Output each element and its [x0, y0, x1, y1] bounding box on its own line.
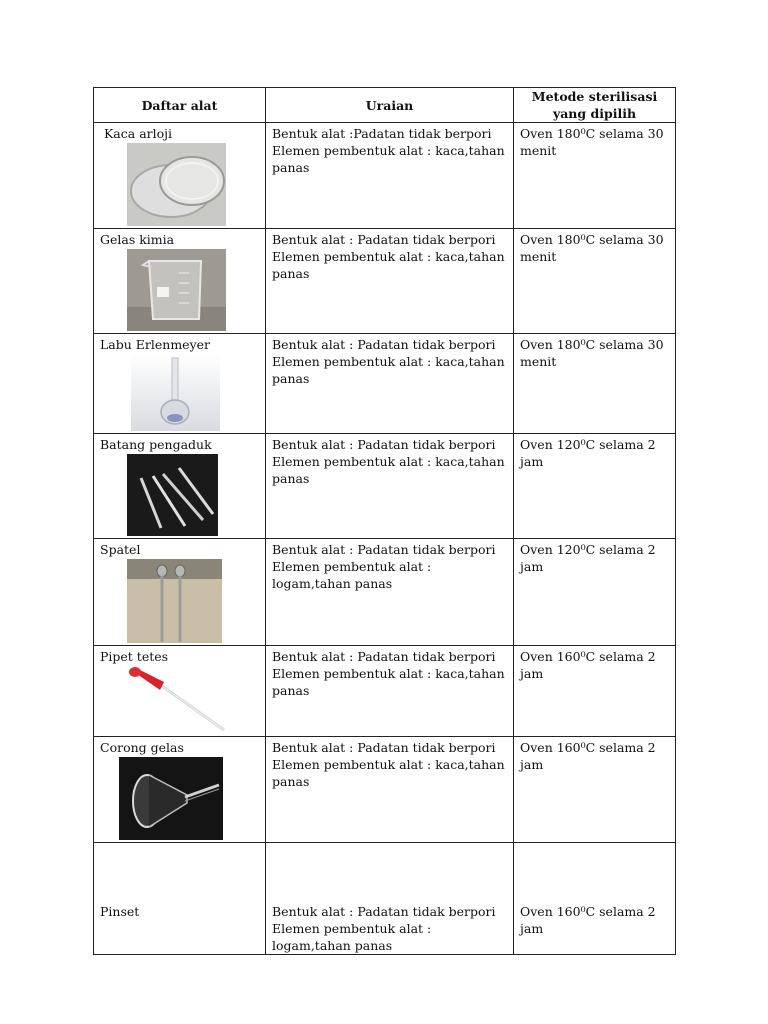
method-cell — [514, 539, 676, 646]
description-element: Elemen pembentuk alat : — [272, 559, 432, 574]
method-cell — [514, 646, 676, 737]
description-element: Elemen pembentuk alat : kaca,tahan — [272, 249, 505, 264]
tool-cell — [94, 646, 266, 737]
tool-cell — [94, 539, 266, 646]
tool-name: Spatel — [100, 542, 141, 557]
header-metode — [514, 88, 676, 123]
description-element: Elemen pembentuk alat : kaca,tahan — [272, 666, 505, 681]
description-element: Elemen pembentuk alat : kaca,tahan — [272, 757, 505, 772]
table-header-row — [94, 88, 676, 123]
description-cell — [266, 539, 514, 646]
method-cell — [514, 434, 676, 539]
method-line1: Oven 120⁰C selama 2 — [520, 542, 656, 557]
method-line1: Oven 160⁰C selama 2 — [520, 740, 656, 755]
tool-name: Batang pengaduk — [100, 437, 212, 452]
header-metode-line1: Metode sterilisasi — [531, 89, 658, 104]
tool-name: Pinset — [100, 904, 140, 919]
description-element-cont: panas — [272, 471, 310, 486]
tool-cell — [94, 737, 266, 843]
description-element: Elemen pembentuk alat : — [272, 921, 432, 936]
table-row — [94, 334, 676, 434]
header-daftar-alat: Daftar alat — [94, 88, 266, 123]
table-row — [94, 737, 676, 843]
description-element-cont: panas — [272, 774, 310, 789]
method-line1: Oven 180⁰C selama 30 — [520, 232, 664, 247]
method-line2: jam — [520, 921, 544, 936]
method-line1: Oven 180⁰C selama 30 — [520, 337, 664, 352]
description-cell — [266, 843, 514, 955]
method-line1: Oven 160⁰C selama 2 — [520, 649, 656, 664]
method-line2: jam — [520, 559, 544, 574]
volumetric-flask-photo-icon — [131, 354, 259, 431]
header-metode-line2: yang dipilih — [552, 106, 637, 121]
method-line2: menit — [520, 249, 557, 264]
description-shape: Bentuk alat : Padatan tidak berpori — [272, 649, 496, 664]
description-shape: Bentuk alat : Padatan tidak berpori — [272, 904, 496, 919]
header-uraian: Uraian — [266, 88, 514, 123]
method-cell — [514, 229, 676, 334]
table-row — [94, 434, 676, 539]
description-shape: Bentuk alat : Padatan tidak berpori — [272, 437, 496, 452]
description-element-cont: panas — [272, 683, 310, 698]
description-element: Elemen pembentuk alat : kaca,tahan — [272, 143, 505, 158]
watch-glass-photo-icon — [127, 143, 259, 226]
table-row — [94, 646, 676, 737]
description-cell — [266, 334, 514, 434]
method-cell — [514, 737, 676, 843]
description-element: Elemen pembentuk alat : kaca,tahan — [272, 454, 505, 469]
method-line1: Oven 160⁰C selama 2 — [520, 904, 656, 919]
tool-name: Labu Erlenmeyer — [100, 337, 211, 352]
method-line1: Oven 120⁰C selama 2 — [520, 437, 656, 452]
tool-name: Kaca arloji — [100, 126, 173, 141]
description-shape: Bentuk alat :Padatan tidak berpori — [272, 126, 492, 141]
description-element-cont: logam,tahan panas — [272, 938, 393, 953]
tool-cell — [94, 334, 266, 434]
description-element-cont: panas — [272, 160, 310, 175]
glass-funnel-photo-icon — [119, 757, 259, 840]
tool-name: Corong gelas — [100, 740, 184, 755]
description-cell — [266, 434, 514, 539]
method-line2: jam — [520, 666, 544, 681]
method-line2: menit — [520, 143, 557, 158]
tool-cell — [94, 434, 266, 539]
description-shape: Bentuk alat : Padatan tidak berpori — [272, 542, 496, 557]
description-shape: Bentuk alat : Padatan tidak berpori — [272, 337, 496, 352]
spatula-photo-icon — [127, 559, 259, 643]
table-row — [94, 123, 676, 229]
method-cell — [514, 334, 676, 434]
table-row — [94, 229, 676, 334]
description-element-cont: logam,tahan panas — [272, 576, 393, 591]
method-line2: jam — [520, 757, 544, 772]
description-element-cont: panas — [272, 266, 310, 281]
description-cell — [266, 646, 514, 737]
description-element: Elemen pembentuk alat : kaca,tahan — [272, 354, 505, 369]
description-shape: Bentuk alat : Padatan tidak berpori — [272, 232, 496, 247]
table-row — [94, 843, 676, 955]
tool-name: Gelas kimia — [100, 232, 175, 247]
method-line2: jam — [520, 454, 544, 469]
description-cell — [266, 229, 514, 334]
method-cell — [514, 843, 676, 955]
method-line2: menit — [520, 354, 557, 369]
tool-cell — [94, 229, 266, 334]
description-cell — [266, 123, 514, 229]
description-element-cont: panas — [272, 371, 310, 386]
tool-name: Pipet tetes — [100, 649, 169, 664]
tool-cell — [94, 123, 266, 229]
method-line1: Oven 180⁰C selama 30 — [520, 126, 664, 141]
stirring-rod-photo-icon — [127, 454, 259, 536]
description-cell — [266, 737, 514, 843]
method-cell — [514, 123, 676, 229]
table-row — [94, 539, 676, 646]
description-shape: Bentuk alat : Padatan tidak berpori — [272, 740, 496, 755]
beaker-photo-icon — [127, 249, 259, 331]
tool-cell — [94, 843, 266, 955]
sterilization-table — [93, 87, 676, 955]
dropper-pipette-photo-icon — [126, 666, 259, 734]
